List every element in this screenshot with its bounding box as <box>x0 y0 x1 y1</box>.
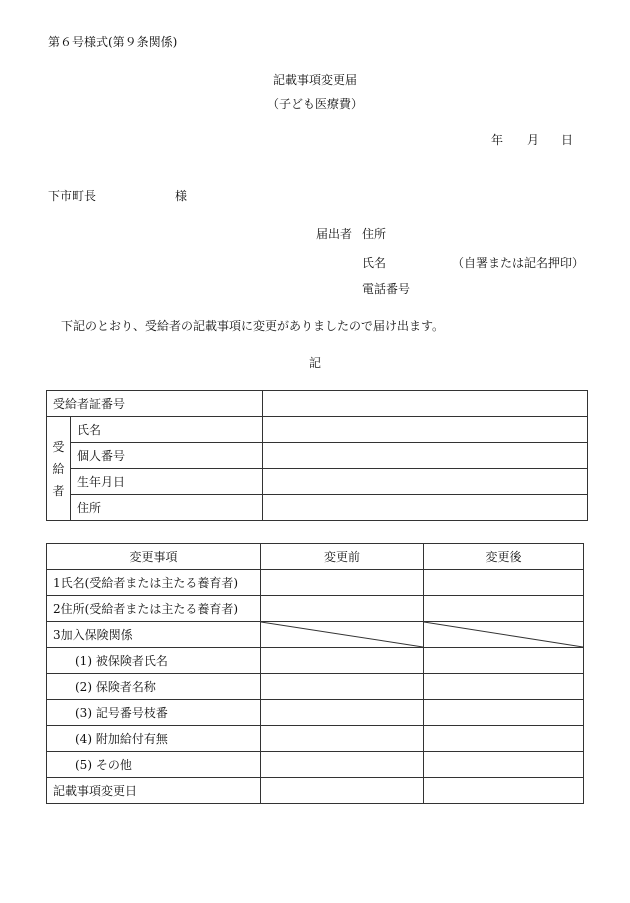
after-diagonal-cell <box>424 622 584 648</box>
change-item-address: 2住所(受給者または主たる養育者) <box>47 596 261 622</box>
table-row <box>47 544 584 570</box>
group-char: 給 <box>52 461 65 476</box>
statement-text: 下記のとおり、受給者の記載事項に変更がありましたので届け出ます。 <box>61 319 445 333</box>
before-diagonal-cell <box>261 622 424 648</box>
change-item-additional-benefit: (4) 附加給付有無 <box>47 726 261 752</box>
recipient-name-label: 氏名 <box>71 417 263 443</box>
date-day-label: 日 <box>561 133 574 147</box>
table-row <box>47 443 588 469</box>
before-field[interactable] <box>261 726 424 752</box>
table-row <box>47 752 584 778</box>
before-field[interactable] <box>261 674 424 700</box>
after-field[interactable] <box>424 596 584 622</box>
after-field[interactable] <box>424 570 584 596</box>
after-field[interactable] <box>424 726 584 752</box>
change-item-symbol-number: (3) 記号番号枝番 <box>47 700 261 726</box>
page-title: 記載事項変更届 <box>272 73 357 87</box>
before-field[interactable] <box>261 596 424 622</box>
recipient-name-field[interactable] <box>263 417 588 443</box>
addressee-honorific: 様 <box>175 189 188 203</box>
change-item-name: 1氏名(受給者または主たる養育者) <box>47 570 261 596</box>
change-item-insurance: 3加入保険関係 <box>47 622 261 648</box>
table-row <box>47 469 588 495</box>
applicant-seal-note: （自署または記名押印） <box>452 256 585 270</box>
group-char: 者 <box>52 483 65 498</box>
before-field[interactable] <box>261 648 424 674</box>
before-field[interactable] <box>261 570 424 596</box>
change-item-insured-name: (1) 被保険者氏名 <box>47 648 261 674</box>
recipient-table <box>46 390 588 521</box>
table-row <box>47 700 584 726</box>
table-row <box>47 726 584 752</box>
ki-heading: 記 <box>308 356 321 370</box>
form-number: 第６号様式(第９条関係) <box>48 35 178 49</box>
applicant-name-label: 氏名 <box>362 256 387 270</box>
header-before: 変更前 <box>261 544 424 570</box>
after-field[interactable] <box>424 674 584 700</box>
date-month-label: 月 <box>527 133 540 147</box>
recipient-address-field[interactable] <box>263 495 588 521</box>
recipient-birthdate-label: 生年月日 <box>71 469 263 495</box>
after-field[interactable] <box>424 648 584 674</box>
recipient-birthdate-field[interactable] <box>263 469 588 495</box>
header-after: 変更後 <box>424 544 584 570</box>
table-row <box>47 417 588 443</box>
table-row <box>47 622 584 648</box>
cert-number-field[interactable] <box>263 391 588 417</box>
recipient-group-label <box>47 417 71 521</box>
change-item-other: (5) その他 <box>47 752 261 778</box>
table-row <box>47 596 584 622</box>
group-char: 受 <box>52 439 65 454</box>
applicant-label: 届出者 <box>316 227 353 241</box>
table-row <box>47 495 588 521</box>
date-year-label: 年 <box>491 133 504 147</box>
page-subtitle: （子ども医療費） <box>266 97 363 111</box>
table-row <box>47 570 584 596</box>
table-row <box>47 674 584 700</box>
applicant-address-label: 住所 <box>362 227 387 241</box>
change-item-insurer-name: (2) 保険者名称 <box>47 674 261 700</box>
before-field[interactable] <box>261 752 424 778</box>
change-date-label: 記載事項変更日 <box>47 778 261 804</box>
change-table <box>46 543 584 804</box>
addressee-name: 下市町長 <box>48 189 97 203</box>
table-row <box>47 391 588 417</box>
diagonal-line <box>424 622 583 647</box>
recipient-address-label: 住所 <box>71 495 263 521</box>
table-row <box>47 648 584 674</box>
before-field[interactable] <box>261 700 424 726</box>
header-change-item: 変更事項 <box>47 544 261 570</box>
diagonal-line <box>261 622 423 647</box>
after-field[interactable] <box>424 700 584 726</box>
table-row <box>47 778 584 804</box>
before-field[interactable] <box>261 778 424 804</box>
applicant-phone-label: 電話番号 <box>362 282 411 296</box>
after-field[interactable] <box>424 778 584 804</box>
cert-number-label: 受給者証番号 <box>47 391 263 417</box>
after-field[interactable] <box>424 752 584 778</box>
recipient-id-number-label: 個人番号 <box>71 443 263 469</box>
recipient-id-number-field[interactable] <box>263 443 588 469</box>
